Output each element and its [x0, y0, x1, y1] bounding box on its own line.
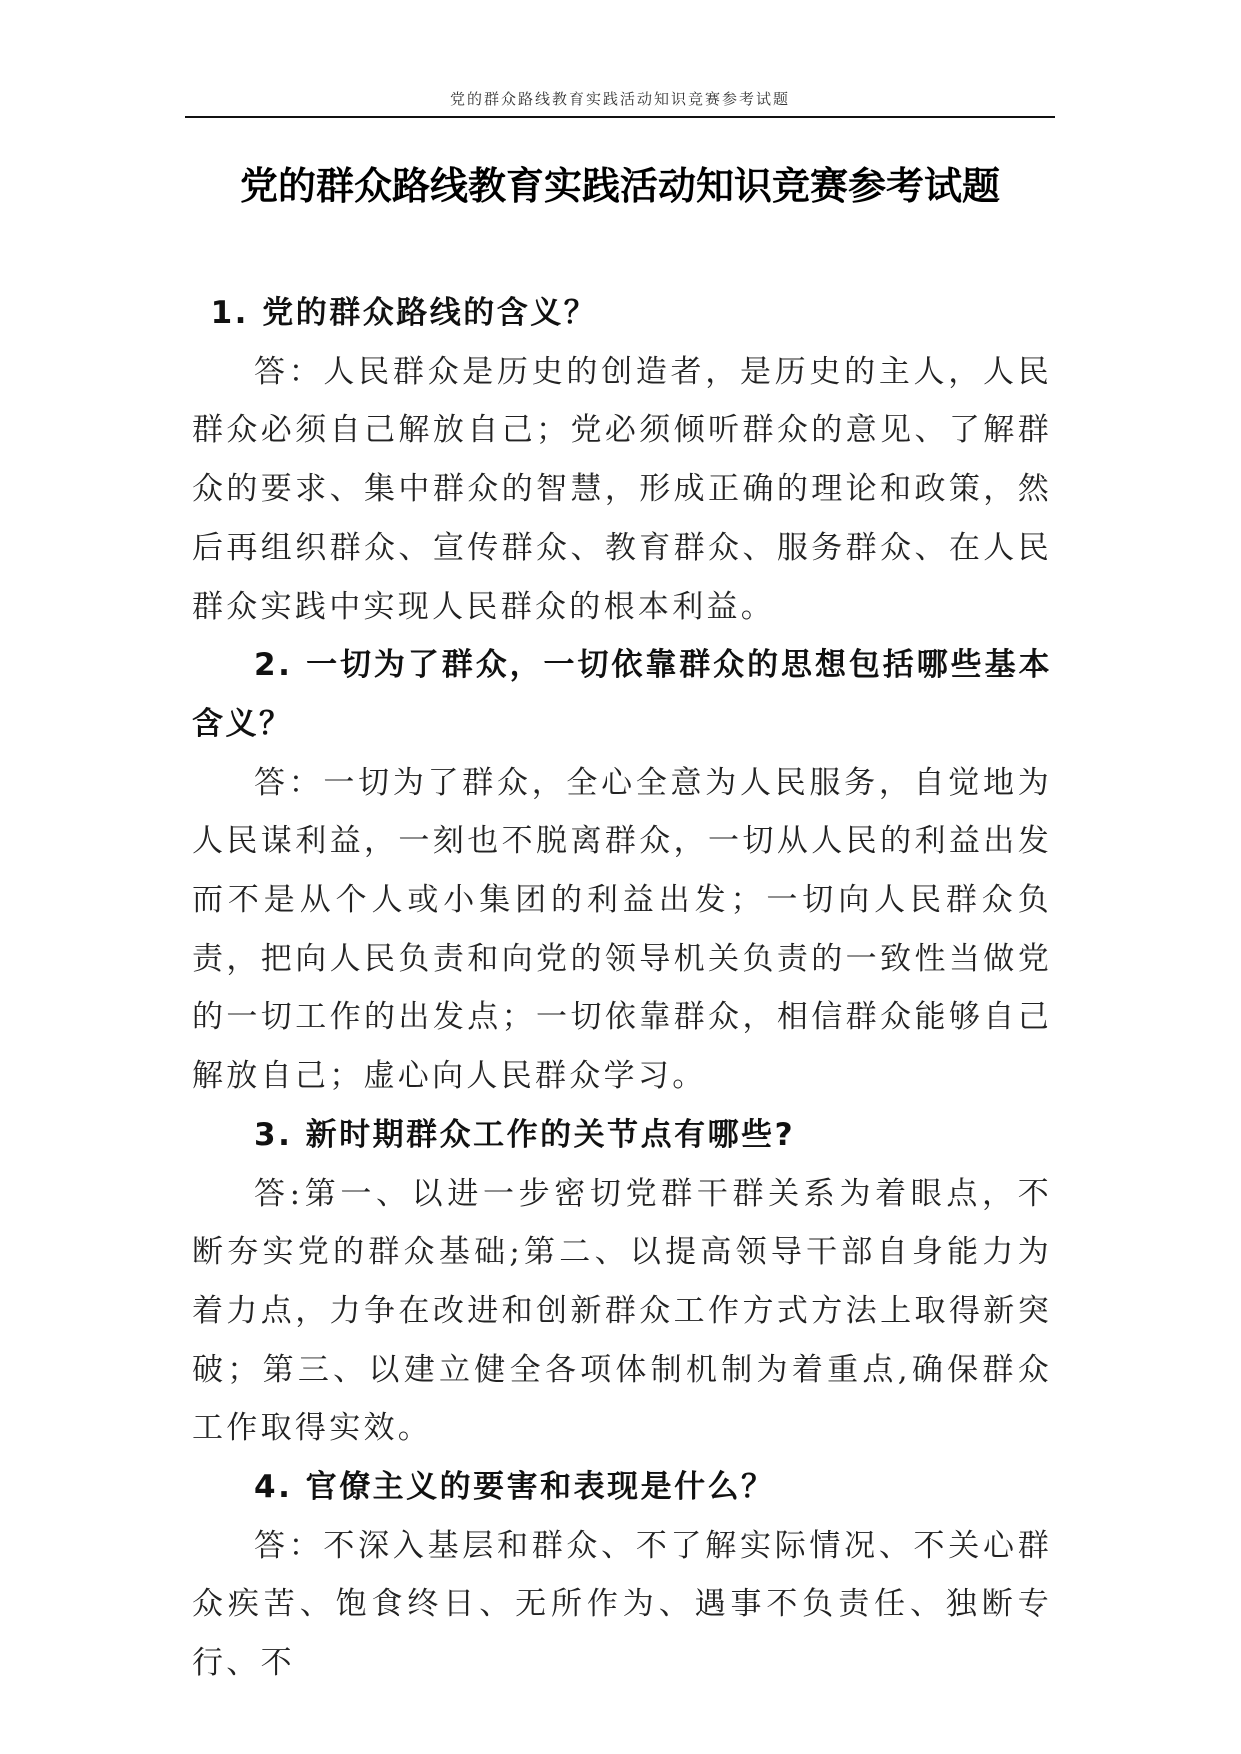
header-divider: [185, 116, 1055, 118]
answer-3: 答:第一、以进一步密切党群干群关系为着眼点，不断夯实党的群众基础;第二、以提高领导干部自身能力为着力点，力争在改进和创新群众工作方式方法上取得新突破；第三、以建立健全各项体制机制为着重点,确保群众工作取得实效。: [192, 1175, 1052, 1447]
answer-4: 答：不深入基层和群众、不了解实际情况、不关心群众疾苦、饱食终日、无所作为、遇事不负责任、独断专行、不: [192, 1527, 1052, 1682]
question-4: 4. 官僚主义的要害和表现是什么？: [254, 1469, 775, 1506]
document-title: 党的群众路线教育实践活动知识竞赛参考试题: [239, 164, 1000, 208]
document-body: [192, 284, 1052, 1693]
answer-2: 答：一切为了群众，全心全意为人民服务，自觉地为人民谋利益，一刻也不脱离群众，一切从人民的利益出发而不是从个人或小集团的利益出发；一切向人民群众负责，把向人民负责和向党的领导机关负责的一致性当做党的一切工作的出发点；一切依靠群众，相信群众能够自己解放自己；虚心向人民群众学习。: [192, 764, 1052, 1095]
question-1: 1. 党的群众路线的含义？: [210, 295, 598, 331]
answer-1: 答：人民群众是历史的创造者，是历史的主人，人民群众必须自己解放自己；党必须倾听群众的意见、了解群众的要求、集中群众的智慧，形成正确的理论和政策，然后再组织群众、宣传群众、教育群众、服务群众、在人民群众实践中实现人民群众的根本利益。: [192, 353, 1052, 625]
question-2: 2. 一切为了群众，一切依靠群众的思想包括哪些基本含义？: [192, 647, 1052, 742]
running-header: 党的群众路线教育实践活动知识竞赛参考试题: [449, 90, 790, 108]
question-3: 3. 新时期群众工作的关节点有哪些?: [254, 1116, 796, 1153]
